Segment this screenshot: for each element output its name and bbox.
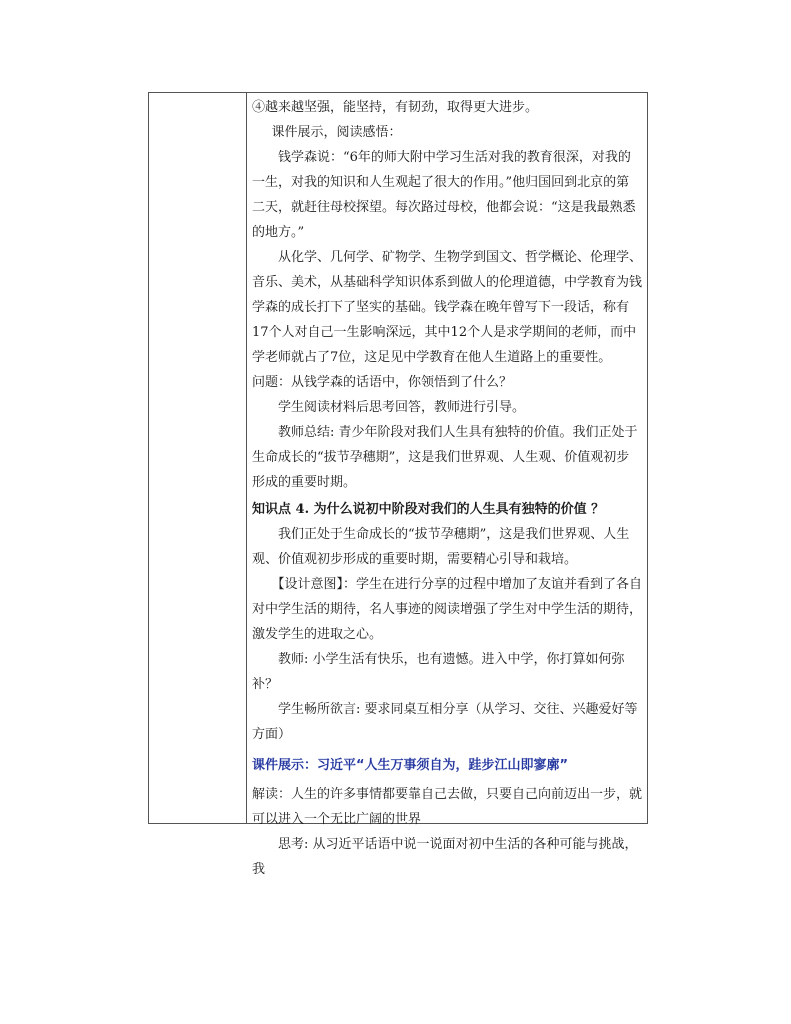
table-column-divider	[246, 92, 247, 824]
knowledge-point-answer: 我们正处于生命成长的“拔节孕穗期”，这是我们世界观、人生观、价值观初步形成的重要时期，需要精心引导和栽培。	[252, 527, 630, 567]
design-intent: 【设计意图】：学生在进行分享的过程中增加了友谊并看到了各自对中学生活的期待，名人事迹的阅读增强了学生对中学生活的期待，激发学生的进取之心。	[252, 577, 643, 642]
knowledge-point-heading: 知识点 4. 为什么说初中阶段对我们的人生具有独特的价值 ？	[252, 502, 605, 517]
student-activity: 学生阅读材料后思考回答，教师进行引导。	[278, 400, 526, 415]
progress-point-4: ④越来越坚强，能坚持，有韧劲，取得更大进步。	[252, 100, 539, 115]
qian-xuesen-quote: 钱学森说：“6年的师大附中学习生活对我的教育很深，对我的一生，对我的知识和人生观起了很大的作用。”他归国回到北京的第二天，就赶往母校探望。每次路过母校，他都会说：“这是我最熟悉的地方。”	[252, 150, 636, 240]
student-sharing: 学生畅所欲言: 要求同桌互相分享（从学习、交往、兴趣爱好等方面）	[252, 702, 638, 742]
question: 问题：从钱学森的话语中，你领悟到了什么？	[252, 375, 513, 390]
slide-heading-xi: 课件展示：习近平“人生万事须自为，跬步江山即寥廓”	[252, 758, 569, 773]
lesson-content-cell	[252, 95, 642, 882]
reflection-prompt: 思考: 从习近平话语中说一说面对初中生活的各种可能与挑战，我	[252, 837, 638, 877]
teacher-prompt: 教师: 小学生活有快乐，也有遗憾。进入中学，你打算如何弥补？	[252, 652, 625, 692]
slide-intro: 课件展示，阅读感悟：	[271, 125, 402, 140]
interpretation: 解读：人生的许多事情都要靠自己去做，只要自己向前迈出一步，就可以进入一个无比广阔的世界	[252, 787, 643, 827]
teacher-summary: 教师总结: 青少年阶段对我们人生具有独特的价值。我们正处于生命成长的“拔节孕穗期”，这是我们世界观、人生观、价值观初步形成的重要时期。	[252, 425, 638, 490]
qian-xuesen-education: 从化学、几何学、矿物学、生物学到国文、哲学概论、伦理学、音乐、美术，从基础科学知识体系到做人的伦理道德，中学教育为钱学森的成长打下了坚实的基础。钱学森在晚年曾写下一段话，称有17个人对自己一生影响深远，其中12个人是求学期间的老师，而中学老师就占了7位，这足见中学教育在他人生道路上的重要性。	[252, 250, 643, 365]
